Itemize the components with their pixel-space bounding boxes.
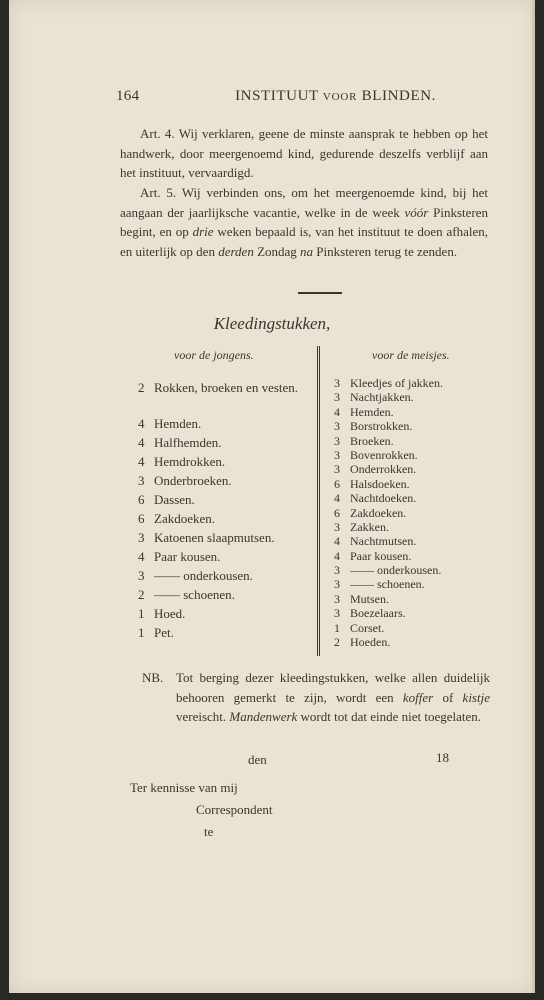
item-name: Paar kousen. (154, 549, 221, 564)
boys-item-row (138, 568, 314, 587)
item-name: Halfhemden. (154, 435, 222, 450)
boys-item-row (138, 492, 314, 511)
item-name: —— onderkousen. (154, 568, 253, 583)
boys-item-row (138, 530, 314, 549)
girls-item-row (334, 534, 504, 548)
boys-item-row (138, 416, 314, 435)
item-name: Nachtmutsen. (350, 534, 417, 549)
nb-text: Tot berging dezer kleedingstukken, welke allen duidelijk behooren gemerkt te zijn, wordt een koffer of kistje vereischt. Mandenwerk wordt tot dat einde niet toegelaten. (176, 670, 490, 724)
date-year: 18 (436, 750, 449, 765)
page-number: 164 (116, 88, 140, 104)
boys-item-row (138, 511, 314, 530)
item-quantity: 2 (138, 380, 145, 395)
girls-item-row (334, 563, 504, 577)
item-name: Nachtjakken. (350, 390, 414, 405)
item-name: —— schoenen. (154, 587, 235, 602)
item-quantity: 4 (334, 548, 340, 563)
item-quantity: 3 (334, 447, 340, 462)
article-4: Art. 4. Wij verklaren, geene de minste aansprak te hebben op het handwerk, door meergenoemd kind, gedurende deszelfs verblijf aan het instituut, vervaardigd. (120, 126, 488, 180)
item-name: Onderrokken. (350, 462, 417, 477)
right-column-heading: voor de meisjes. (372, 348, 450, 362)
item-quantity: 1 (138, 625, 145, 640)
girls-item-row (334, 577, 504, 591)
item-name: Katoenen slaapmutsen. (154, 530, 275, 545)
boys-item-row (138, 587, 314, 606)
item-quantity: 3 (138, 473, 145, 488)
item-name: Corset. (350, 620, 385, 635)
item-name: Hemden. (154, 416, 202, 431)
item-name: Hoeden. (350, 635, 391, 650)
item-quantity: 3 (138, 568, 145, 583)
item-quantity: 3 (138, 530, 145, 545)
left-column-heading: voor de jongens. (174, 348, 254, 362)
item-name: Rokken, broeken en vesten. (154, 380, 299, 395)
place-te: te (204, 824, 214, 839)
page-edge (532, 0, 535, 993)
item-name: Pet. (154, 625, 174, 640)
article-5: Art. 5. Wij verbinden ons, om het meergenoemde kind, bij het aangaan der jaarlijksche vacantie, welke in de week vóór Pinksteren begint, en op drie weken bepaald is, van het instituut te doen afhalen, en uiterlijk op den derden Zondag na Pinksteren terug te zenden. (120, 185, 489, 259)
girls-item-row (334, 376, 504, 390)
nb-label: NB. (142, 670, 164, 685)
item-quantity: 6 (138, 511, 145, 526)
acknowledgement-line: Ter kennisse van mij (130, 780, 238, 795)
girls-item-row (334, 419, 504, 433)
item-name: —— onderkousen. (350, 563, 442, 578)
boys-item-row (138, 473, 314, 492)
girls-item-row (334, 434, 504, 448)
item-quantity: 4 (334, 491, 340, 506)
girls-item-row (334, 390, 504, 404)
item-name: Hoed. (154, 606, 186, 621)
item-quantity: 4 (138, 435, 145, 450)
item-quantity: 3 (334, 419, 340, 434)
item-quantity: 3 (334, 462, 340, 477)
item-name: Dassen. (154, 492, 195, 507)
item-quantity: 6 (334, 505, 340, 520)
running-header (116, 88, 436, 105)
item-name: Zakdoeken. (154, 511, 216, 526)
girls-item-row (334, 621, 504, 635)
boys-item-row (138, 454, 314, 473)
item-quantity: 6 (334, 476, 340, 491)
item-name: Kleedjes of jakken. (350, 376, 443, 390)
date-den: den (248, 752, 267, 767)
boys-item-row (138, 606, 314, 625)
girls-item-row (334, 635, 504, 649)
girls-item-row (334, 592, 504, 606)
item-name: Hemden. (350, 404, 394, 419)
running-title: INSTITUUT VOOR BLINDEN. (235, 88, 436, 104)
item-quantity: 3 (334, 563, 340, 578)
item-quantity: 4 (334, 404, 340, 419)
item-quantity: 3 (334, 577, 340, 592)
boys-clothing-list (138, 378, 314, 644)
item-quantity: 3 (334, 433, 340, 448)
item-quantity: 3 (334, 519, 340, 534)
correspondent-label: Correspondent (196, 802, 273, 817)
item-quantity: 3 (334, 591, 340, 606)
item-quantity: 4 (138, 454, 145, 469)
item-quantity: 4 (138, 549, 145, 564)
boys-item-row (138, 549, 314, 568)
boys-item-row (138, 378, 314, 416)
item-name: Paar kousen. (350, 548, 412, 563)
column-divider (317, 346, 320, 656)
item-quantity: 1 (334, 620, 340, 635)
girls-item-row (334, 506, 504, 520)
girls-item-row (334, 477, 504, 491)
item-name: Boezelaars. (350, 606, 406, 621)
item-quantity: 2 (138, 587, 145, 602)
girls-item-row (334, 491, 504, 505)
item-quantity: 1 (138, 606, 145, 621)
item-quantity: 3 (334, 390, 340, 405)
girls-item-row (334, 549, 504, 563)
item-name: —— schoenen. (350, 577, 425, 592)
girls-item-row (334, 448, 504, 462)
section-rule (298, 292, 342, 294)
boys-item-row (138, 625, 314, 644)
nota-bene (142, 668, 490, 727)
item-name: Nachtdoeken. (350, 491, 417, 506)
item-quantity: 6 (138, 492, 145, 507)
item-name: Zakken. (350, 519, 389, 534)
girls-item-row (334, 520, 504, 534)
item-quantity: 3 (334, 606, 340, 621)
girls-item-row (334, 405, 504, 419)
item-name: Onderbroeken. (154, 473, 232, 488)
item-quantity: 4 (334, 534, 340, 549)
girls-item-row (334, 462, 504, 476)
item-quantity: 3 (334, 376, 340, 390)
item-name: Halsdoeken. (350, 476, 410, 491)
boys-item-row (138, 435, 314, 454)
item-quantity: 2 (334, 635, 340, 650)
item-name: Borstrokken. (350, 419, 413, 434)
item-name: Mutsen. (350, 591, 389, 606)
girls-clothing-list (334, 376, 504, 649)
item-name: Zakdoeken. (350, 505, 407, 520)
item-name: Hemdrokken. (154, 454, 226, 469)
item-quantity: 4 (138, 416, 145, 431)
section-title: Kleedingstukken, (213, 314, 331, 333)
girls-item-row (334, 606, 504, 620)
item-name: Bovenrokken. (350, 447, 418, 462)
item-name: Broeken. (350, 433, 394, 448)
